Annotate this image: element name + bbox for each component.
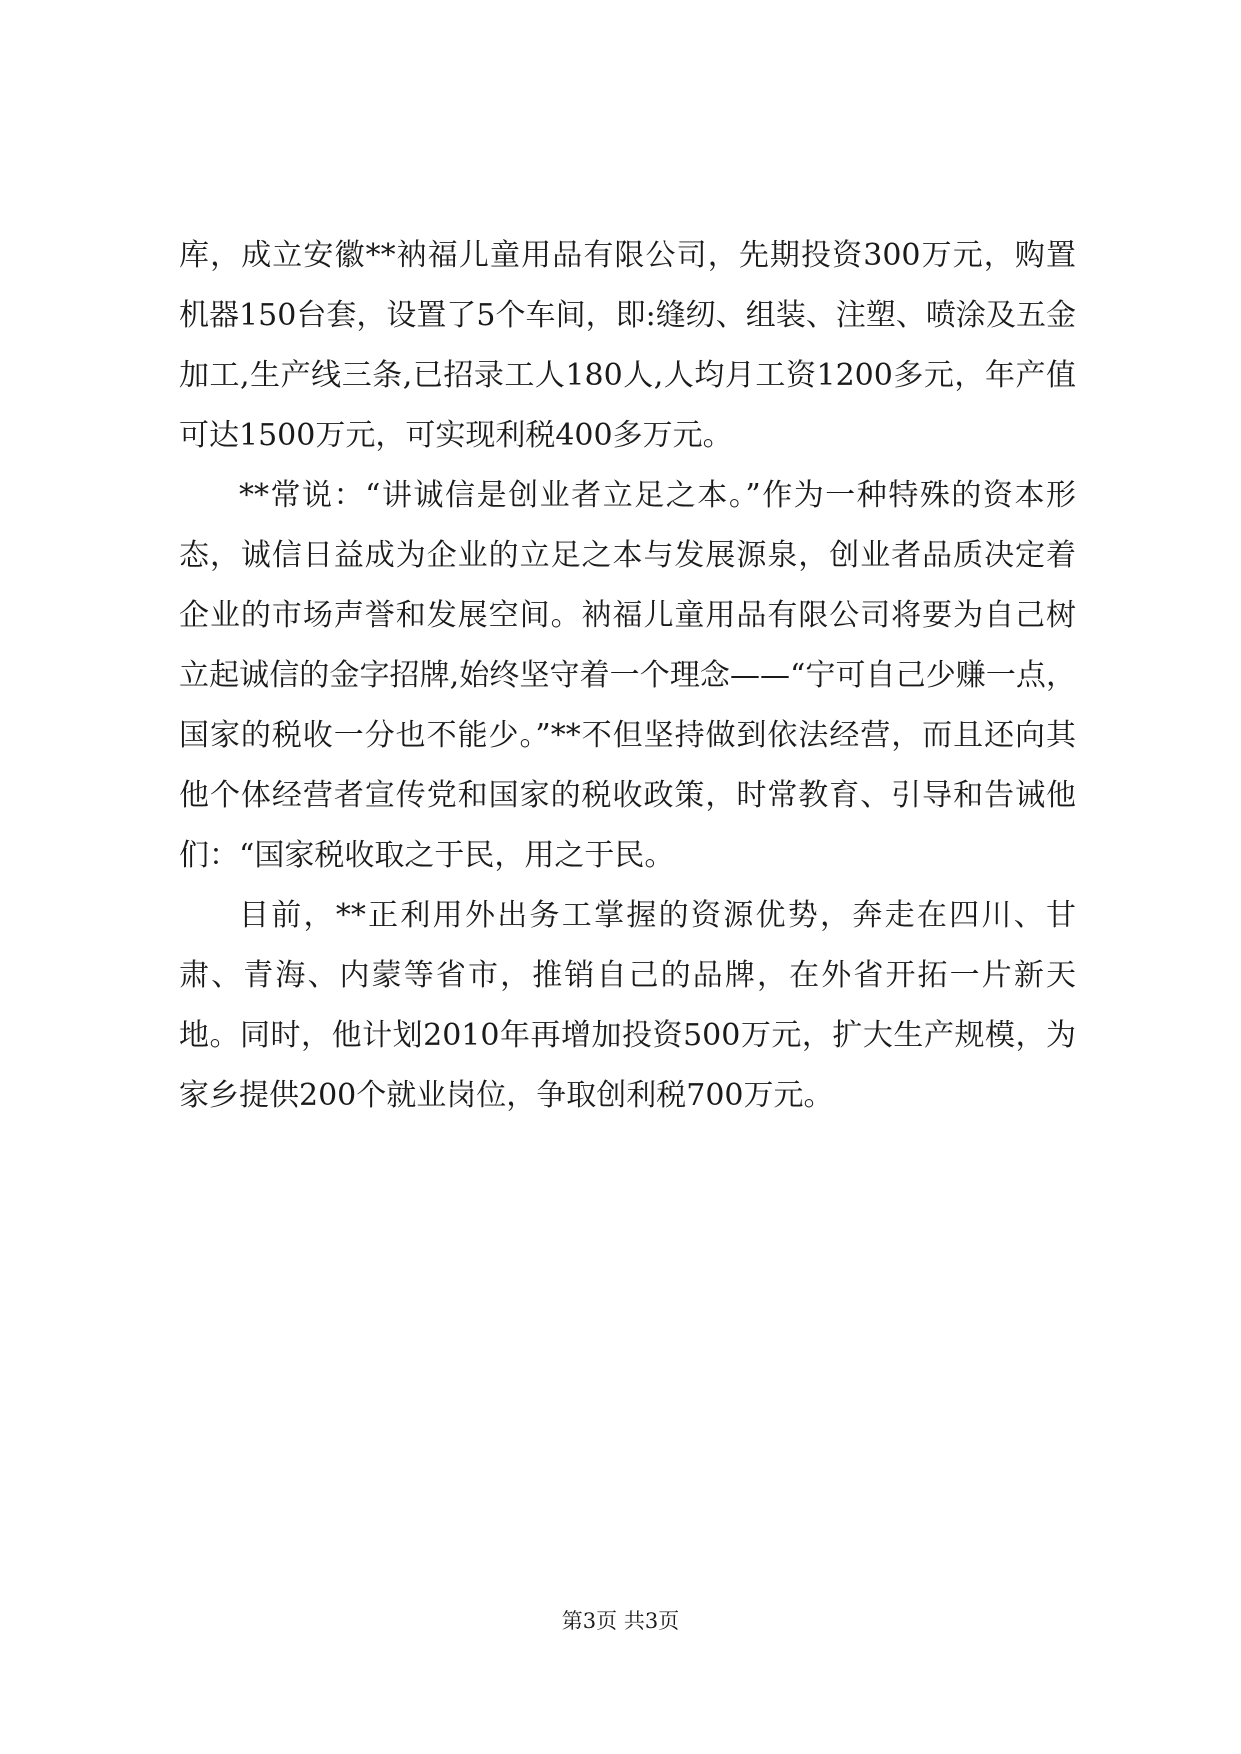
paragraph-integrity: **常说：“讲诚信是创业者立足之本。”作为一种特殊的资本形态，诚信日益成为企业的立足之本与发展源泉，创业者品质决定着企业的市场声誉和发展空间。衲福儿童用品有限公司将要为自己树立起诚信的金字招牌,始终坚守着一个理念——“宁可自己少赚一点，国家的税收一分也不能少。”**不但坚持做到依法经营，而且还向其他个体经营者宣传党和国家的税收政策，时常教育、引导和告诫他们：“国家税收取之于民，用之于民。	[179, 478, 1076, 873]
paragraph-continuation: 库，成立安徽**衲福儿童用品有限公司，先期投资300万元，购置机器150台套，设置了5个车间，即:缝纫、组装、注塑、喷涂及五金加工,生产线三条,已招录工人180人,人均月工资1200多元，年产值可达1500万元，可实现利税400多万元。	[179, 238, 1076, 453]
page-footer: 第3页 共3页	[561, 1609, 680, 1633]
document-body	[179, 226, 1076, 1126]
paragraph-current-plans: 目前，**正利用外出务工掌握的资源优势，奔走在四川、甘肃、青海、内蒙等省市，推销自己的品牌，在外省开拓一片新天地。同时，他计划2010年再增加投资500万元，扩大生产规模，为家乡提供200个就业岗位，争取创利税700万元。	[179, 898, 1076, 1113]
